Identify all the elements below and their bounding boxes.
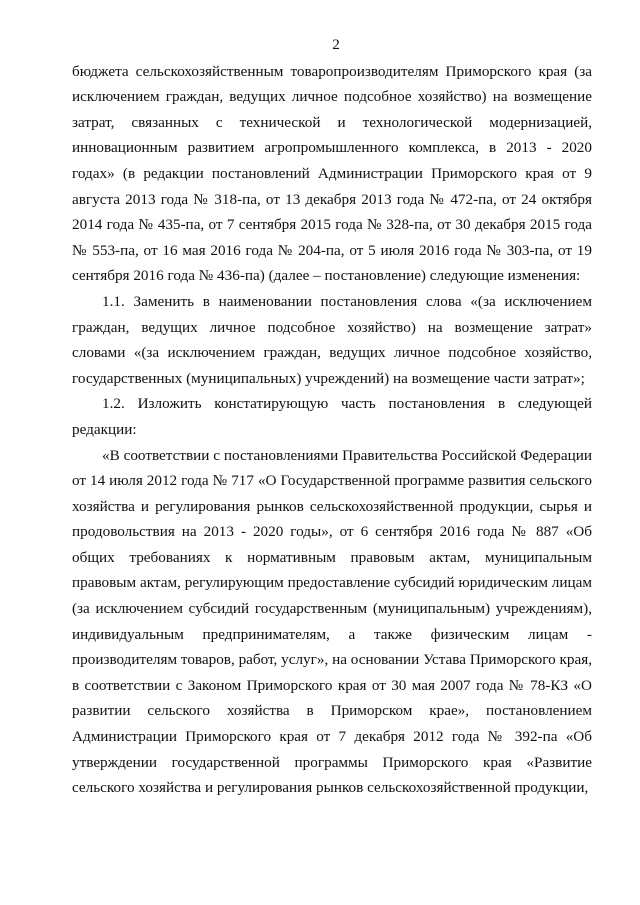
- paragraph-quoted-text: «В соответствии с постановлениями Правительства Российской Федерации от 14 июля 2012 года № 717 «О Государственной программе развития сельского хозяйства и регулирования рынков сельскохозяйственной продукции, сырья и продовольствия на 2013 - 2020 годы», от 6 сентября 2016 года № 887 «Об общих требованиях к нормативным правовым актам, муниципальным правовым актам, регулирующим предоставление субсидий юридическим лицам (за исключением субсидий государственным (муниципальным) учреждениям), индивидуальным предпринимателям, а также физическим лицам - производителям товаров, работ, услуг», на основании Устава Приморского края, в соответствии с Законом Приморского края от 30 мая 2007 года № 78-КЗ «О развитии сельского хозяйства в Приморском крае», постановлением Администрации Приморского края от 7 декабря 2012 года № 392-па «Об утверждении государственной программы Приморского края «Развитие сельского хозяйства и регулирования рынков сельскохозяйственной продукции,: [72, 446, 592, 797]
- paragraph-item-1-2: 1.2. Изложить констатирующую часть постановления в следующей редакции:: [72, 395, 592, 438]
- paragraph-item-1-1: 1.1. Заменить в наименовании постановления слова «(за исключением граждан, ведущих личное подсобное хозяйство) на возмещение затрат» словами «(за исключением граждан, ведущих личное подсобное хозяйство, государственных (муниципальных) учреждений) на возмещение части затрат»;: [72, 292, 592, 387]
- paragraph-preamble: бюджета сельскохозяйственным товаропроизводителям Приморского края (за исключением граждан, ведущих личное подсобное хозяйство) на возмещение затрат, связанных с технической и технологической модернизацией, инновационным развитием агропромышленного комплекса, в 2013 - 2020 годах» (в редакции постановлений Администрации Приморского края от 9 августа 2013 года № 318-па, от 13 декабря 2013 года № 472-па, от 24 октября 2014 года № 435-па, от 7 сентября 2015 года № 328-па, от 30 декабря 2015 года № 553-па, от 16 мая 2016 года № 204-па, от 5 июля 2016 года № 303-па, от 19 сентября 2016 года № 436-па) (далее – постановление) следующие изменения:: [72, 62, 592, 285]
- page-number: 2: [332, 36, 340, 53]
